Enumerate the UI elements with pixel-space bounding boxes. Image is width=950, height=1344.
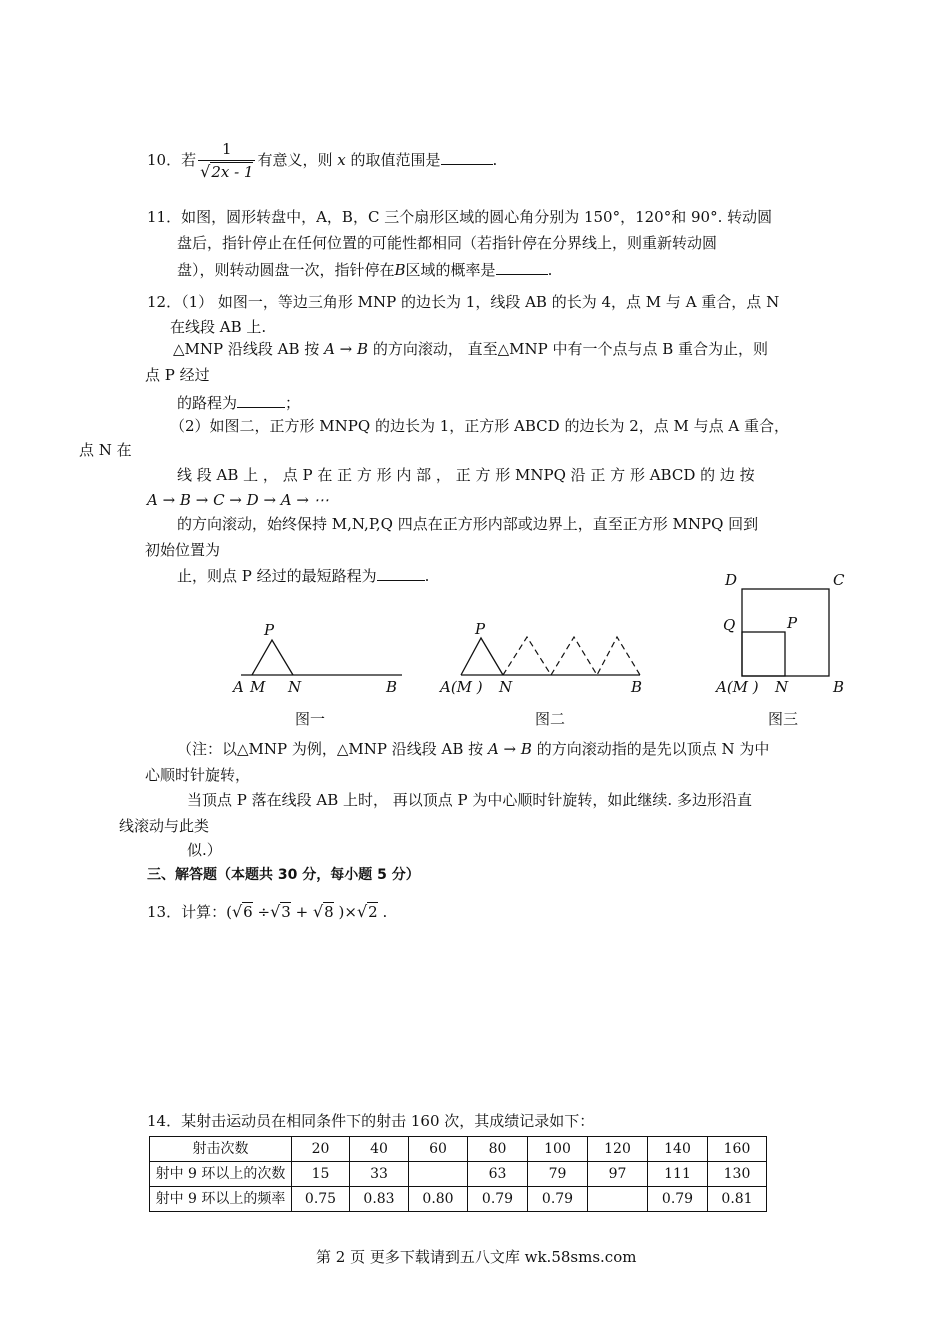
table-cell: 20 [292, 1137, 350, 1162]
q11-number: 11． [147, 208, 182, 226]
table-cell: 0.79 [468, 1187, 528, 1212]
note-text-1b: 的方向滚动指的是先以顶点 N 为中 [536, 740, 770, 758]
table-cell [588, 1187, 648, 1212]
q13 [147, 902, 387, 923]
table-cell: 15 [292, 1162, 350, 1187]
q10 [147, 140, 497, 182]
q10-end: . [492, 151, 498, 170]
q11-text-1: 如图，圆形转盘中，A，B，C 三个扇形区域的圆心角分别为 150°，120°和 90°. 转动圆 [181, 208, 773, 226]
q10-pre: 若 [181, 151, 197, 170]
figure-2 [438, 620, 642, 696]
fig3-square-mnpq [742, 632, 785, 676]
table-cell: 80 [468, 1137, 528, 1162]
q12-line1 [147, 293, 779, 313]
sqrt-icon: √ [231, 902, 243, 921]
table-row [150, 1162, 767, 1187]
fig2-rolling-path [503, 637, 640, 675]
q13-div: ÷ [257, 903, 271, 921]
q13-label: 计算： [181, 903, 227, 921]
fig3-caption: 图三 [768, 710, 799, 728]
sqrt-icon: √ [312, 902, 324, 921]
q12-p2-line3: 线 段 AB 上 ， 点 P 在 正 方 形 内 部 ， 正 方 形 MNPQ 沿 正 方 形 ABCD 的 边 按 [177, 466, 755, 484]
page-footer: 第 2 页 更多下载请到五八文库 wk.58sms.com [316, 1248, 637, 1266]
q10-post: 有意义，则 [257, 151, 333, 170]
table-cell: 0.79 [528, 1187, 588, 1212]
q12-p1-text-5: 的路程为 [177, 394, 238, 412]
fig3-label-am: A(M ) [716, 678, 759, 696]
fig2-label-am: A(M ) [440, 678, 483, 696]
q12-p1-text-1: （1） 如图一，等边三角形 MNP 的边长为 1，线段 AB 的长为 4，点 M 与 A 重合，点 N [181, 293, 780, 311]
table-cell: 射中 9 环以上的次数 [150, 1162, 292, 1187]
fig3-label-d: D [725, 571, 738, 589]
fig2-label-p: P [475, 620, 486, 638]
q10-number: 10． [147, 151, 182, 170]
q12-p2-line5: 的方向滚动，始终保持 M,N,P,Q 四点在正方形内部或边界上，直至正方形 MNPQ 回到 [177, 515, 759, 533]
fig3-label-q: Q [723, 616, 736, 634]
q13-end: . [382, 903, 388, 921]
table-row [150, 1187, 767, 1212]
fig1-label-n: N [288, 678, 302, 696]
table-row [150, 1137, 767, 1162]
fig1-label-a: A [233, 678, 244, 696]
q13-close: ) [338, 903, 345, 921]
table-cell: 射中 9 环以上的频率 [150, 1187, 292, 1212]
table-cell: 射击次数 [150, 1137, 292, 1162]
q12-p2-line4: A → B → C → D → A → ⋯ [147, 491, 329, 509]
q11-end: . [547, 261, 553, 279]
table-cell: 111 [648, 1162, 708, 1187]
table-cell: 100 [528, 1137, 588, 1162]
section3-title: 三、解答题（本题共 30 分，每小题 5 分） [147, 867, 420, 883]
q12-p2-line1: （2）如图二，正方形 MNPQ 的边长为 1，正方形 ABCD 的边长为 2，点 M 与点 A 重合， [170, 417, 790, 435]
figures [0, 560, 950, 710]
fig1-label-m: M [250, 678, 266, 696]
sqrt-icon: √ [270, 902, 281, 921]
q12-number: 12． [147, 293, 182, 311]
q14-score-table [149, 1136, 767, 1212]
sqrt-icon: √ [200, 161, 211, 181]
table-cell: 0.75 [292, 1187, 350, 1212]
fig2-label-n: N [499, 678, 513, 696]
q10-var: x [337, 151, 346, 170]
fig3-label-c: C [833, 571, 845, 589]
figure-3 [714, 571, 845, 696]
table-cell: 140 [648, 1137, 708, 1162]
fig3-label-p: P [787, 614, 798, 632]
table-cell: 60 [409, 1137, 468, 1162]
table-cell: 97 [588, 1162, 648, 1187]
q10-answer-blank[interactable] [441, 150, 493, 165]
table-cell: 130 [708, 1162, 767, 1187]
note-line4: 线滚动与此类 [119, 817, 210, 835]
note-line3: 当顶点 P 落在线段 AB 上时， 再以顶点 P 为中心顺时针旋转，如此继续. 多边形沿直 [187, 791, 752, 809]
table-cell [409, 1162, 468, 1187]
q12-p1-end: ； [285, 394, 301, 412]
q13-radicand-3: 8 [324, 903, 334, 921]
q14-text: 某射击运动员在相同条件下的射击 160 次，其成绩记录如下： [181, 1112, 595, 1130]
fig2-triangle [461, 638, 503, 675]
table-cell: 63 [468, 1162, 528, 1187]
table-cell: 120 [588, 1137, 648, 1162]
q14 [147, 1112, 594, 1132]
q10-frac-den [198, 160, 255, 183]
q11-line1 [147, 208, 772, 228]
q10-radicand: 2x - 1 [211, 162, 254, 181]
fig1-label-b: B [386, 678, 398, 696]
note-text-1a: （注：以△MNP 为例，△MNP 沿线段 AB 按 [177, 740, 484, 758]
table-cell: 0.79 [648, 1187, 708, 1212]
q11-text-3a: 盘），则转动圆盘一次，指针停在 [177, 261, 395, 279]
q11-line3 [177, 260, 552, 281]
q12-p1-line3 [173, 340, 768, 360]
table-cell: 0.80 [409, 1187, 468, 1212]
q11-text-3b: 区域的概率是 [405, 261, 496, 279]
fig2-label-b: B [631, 678, 643, 696]
q10-fraction [198, 140, 255, 182]
q13-radicand-4: 2 [368, 903, 378, 921]
q13-radicand-1: 6 [243, 903, 253, 921]
q11-answer-blank[interactable] [496, 260, 548, 275]
sqrt-icon: √ [356, 902, 368, 921]
q12-p2-end: . [424, 567, 430, 585]
fig1-caption: 图一 [295, 710, 326, 728]
fig2-caption: 图二 [535, 710, 566, 728]
table-cell: 33 [350, 1162, 409, 1187]
table-cell: 0.83 [350, 1187, 409, 1212]
table-cell: 79 [528, 1162, 588, 1187]
note-arrow: A → B [487, 740, 532, 758]
q13-plus: + [295, 903, 309, 921]
q10-tail: 的取值范围是 [350, 151, 441, 170]
q12-p1-line2: 在线段 AB 上. [170, 318, 267, 336]
table-cell: 0.81 [708, 1187, 767, 1212]
table-cell: 40 [350, 1137, 409, 1162]
q12-p1-text-3b: 的方向滚动， 直至△MNP 中有一个点与点 B 重合为止，则 [372, 340, 769, 358]
note-line1 [177, 740, 769, 760]
q12-p1-line4: 点 P 经过 [145, 366, 210, 384]
q13-radicand-2: 3 [281, 903, 291, 921]
q14-number: 14． [147, 1112, 182, 1130]
fig3-label-b: B [833, 678, 845, 696]
q13-open: ( [226, 903, 232, 921]
note-line5: 似.） [187, 841, 222, 859]
figure-1 [231, 621, 402, 696]
q10-frac-num: 1 [222, 140, 232, 158]
q13-times: × [344, 903, 357, 921]
q12-p1-line5 [177, 393, 300, 414]
q11-var: B [394, 261, 406, 279]
q13-number: 13． [147, 903, 182, 921]
table-cell: 160 [708, 1137, 767, 1162]
q12-p1-answer-blank[interactable] [237, 393, 285, 408]
q12-p2-line2: 点 N 在 [79, 441, 132, 459]
fig1-triangle [252, 640, 293, 675]
q12-p1-arrow: A → B [324, 340, 369, 358]
fig3-label-n: N [775, 678, 789, 696]
fig1-label-p: P [264, 621, 275, 639]
q11-line2: 盘后，指针停止在任何位置的可能性都相同（若指针停在分界线上，则重新转动圆 [177, 234, 718, 252]
note-line2: 心顺时针旋转， [145, 766, 251, 784]
q12-p2-text-7: 止，则点 P 经过的最短路程为 [177, 567, 377, 585]
q12-p2-line6: 初始位置为 [145, 541, 221, 559]
q12-p1-text-3a: △MNP 沿线段 AB 按 [173, 340, 320, 358]
